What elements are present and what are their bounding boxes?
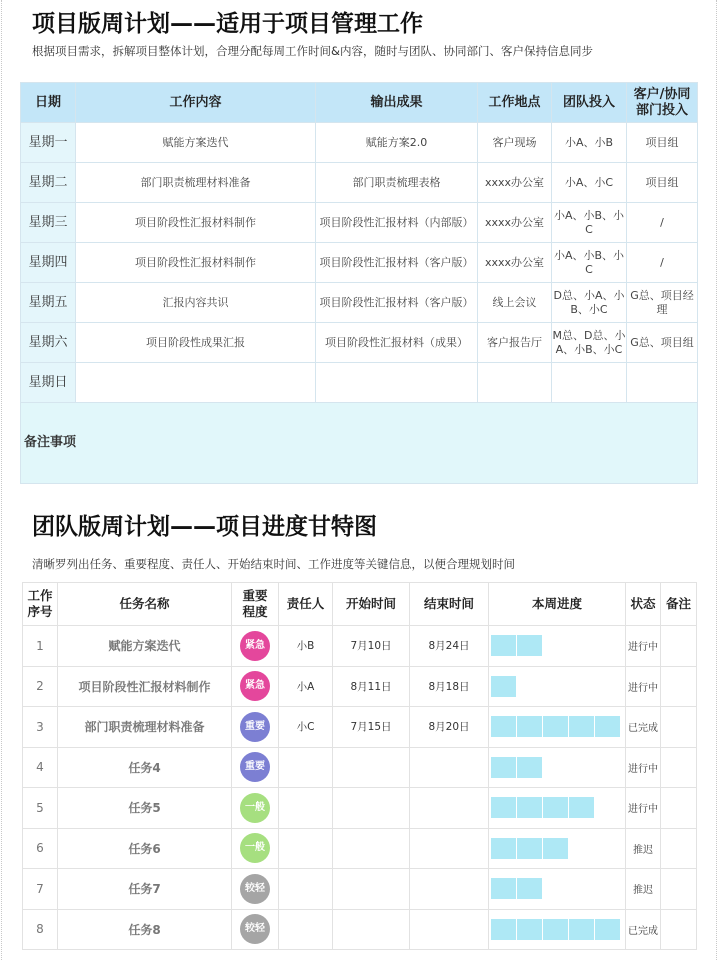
- priority-badge: 一般: [240, 793, 270, 823]
- header-owner: 责任人: [279, 583, 333, 626]
- plan-day: 星期六: [21, 323, 76, 363]
- progress-segment: [517, 797, 542, 818]
- task-start: [333, 747, 410, 788]
- plan-client: [627, 363, 698, 403]
- task-end: [410, 747, 489, 788]
- task-number: 7: [23, 869, 58, 910]
- task-priority-cell: [232, 626, 279, 667]
- header-priority: 重要程度: [232, 583, 279, 626]
- plan-location: xxxx办公室: [478, 163, 552, 203]
- task-number: 5: [23, 788, 58, 829]
- task-status: 进行中: [626, 747, 661, 788]
- plan-title: 项目版周计划——适用于项目管理工作: [32, 11, 423, 37]
- task-end: [410, 869, 489, 910]
- task-progress-cell: [489, 869, 626, 910]
- task-owner: [279, 909, 333, 950]
- task-start: [333, 788, 410, 829]
- task-row: [23, 869, 697, 910]
- task-note: [661, 909, 697, 950]
- task-number: 6: [23, 828, 58, 869]
- plan-row: [21, 283, 698, 323]
- progress-bar: [491, 757, 625, 778]
- priority-badge: 较轻: [240, 874, 270, 904]
- progress-segment: [491, 878, 516, 899]
- task-name: 任务8: [58, 909, 232, 950]
- plan-output: 部门职责梳理表格: [316, 163, 478, 203]
- progress-segment: [595, 716, 620, 737]
- progress-bar: [491, 878, 625, 899]
- plan-team: 小A、小B、小C: [552, 243, 627, 283]
- task-name: 任务6: [58, 828, 232, 869]
- task-end: [410, 788, 489, 829]
- plan-client: /: [627, 203, 698, 243]
- progress-segment: [491, 676, 516, 697]
- header-note: 备注: [661, 583, 697, 626]
- task-status: 进行中: [626, 666, 661, 707]
- header-start: 开始时间: [333, 583, 410, 626]
- plan-day: 星期二: [21, 163, 76, 203]
- plan-location: [478, 363, 552, 403]
- task-row: [23, 828, 697, 869]
- task-progress-cell: [489, 626, 626, 667]
- plan-team: [552, 363, 627, 403]
- plan-location: xxxx办公室: [478, 203, 552, 243]
- plan-team: 小A、小B: [552, 123, 627, 163]
- header-task-number: 工作序号: [23, 583, 58, 626]
- plan-output: 项目阶段性汇报材料（客户版）: [316, 283, 478, 323]
- plan-content: 赋能方案迭代: [76, 123, 316, 163]
- plan-client: 项目组: [627, 123, 698, 163]
- task-row: [23, 788, 697, 829]
- plan-output: 项目阶段性汇报材料（成果）: [316, 323, 478, 363]
- task-progress-cell: [489, 747, 626, 788]
- header-client: 客户/协同部门投入: [627, 83, 698, 123]
- task-priority-cell: [232, 747, 279, 788]
- task-priority-cell: [232, 828, 279, 869]
- gantt-title: 团队版周计划——项目进度甘特图: [32, 514, 377, 540]
- task-name: 项目阶段性汇报材料制作: [58, 666, 232, 707]
- header-output: 输出成果: [316, 83, 478, 123]
- header-date: 日期: [21, 83, 76, 123]
- task-row: [23, 747, 697, 788]
- task-priority-cell: [232, 909, 279, 950]
- task-priority-cell: [232, 707, 279, 748]
- task-row: [23, 626, 697, 667]
- task-priority-cell: [232, 869, 279, 910]
- task-progress-cell: [489, 828, 626, 869]
- task-name: 任务5: [58, 788, 232, 829]
- plan-team: 小A、小B、小C: [552, 203, 627, 243]
- task-progress-cell: [489, 707, 626, 748]
- progress-segment: [543, 919, 568, 940]
- header-location: 工作地点: [478, 83, 552, 123]
- task-row: [23, 909, 697, 950]
- progress-bar: [491, 635, 625, 656]
- plan-content: 项目阶段性汇报材料制作: [76, 243, 316, 283]
- plan-client: /: [627, 243, 698, 283]
- task-owner: [279, 747, 333, 788]
- progress-bar: [491, 919, 625, 940]
- gantt-table: [22, 582, 697, 950]
- header-team: 团队投入: [552, 83, 627, 123]
- progress-segment: [569, 919, 594, 940]
- task-status: 进行中: [626, 626, 661, 667]
- progress-segment: [517, 716, 542, 737]
- task-end: 8月24日: [410, 626, 489, 667]
- progress-segment: [491, 919, 516, 940]
- task-status: 推迟: [626, 828, 661, 869]
- task-note: [661, 666, 697, 707]
- plan-client: 项目组: [627, 163, 698, 203]
- task-start: 7月10日: [333, 626, 410, 667]
- plan-client: G总、项目经理: [627, 283, 698, 323]
- plan-row: [21, 243, 698, 283]
- task-start: 7月15日: [333, 707, 410, 748]
- task-status: 推迟: [626, 869, 661, 910]
- task-row: [23, 666, 697, 707]
- plan-content: 项目阶段性成果汇报: [76, 323, 316, 363]
- plan-header-row: [21, 83, 698, 123]
- header-status: 状态: [626, 583, 661, 626]
- progress-segment: [569, 797, 594, 818]
- plan-row: [21, 163, 698, 203]
- task-note: [661, 828, 697, 869]
- progress-segment: [491, 797, 516, 818]
- plan-row: [21, 203, 698, 243]
- task-priority-cell: [232, 788, 279, 829]
- plan-day: 星期五: [21, 283, 76, 323]
- task-number: 4: [23, 747, 58, 788]
- progress-segment: [491, 716, 516, 737]
- header-content: 工作内容: [76, 83, 316, 123]
- task-status: 已完成: [626, 707, 661, 748]
- progress-segment: [491, 838, 516, 859]
- plan-day: 星期三: [21, 203, 76, 243]
- task-end: 8月20日: [410, 707, 489, 748]
- task-row: [23, 707, 697, 748]
- task-name: 赋能方案迭代: [58, 626, 232, 667]
- gantt-header-row: [23, 583, 697, 626]
- progress-segment: [491, 635, 516, 656]
- task-status: 进行中: [626, 788, 661, 829]
- plan-content: 部门职责梳理材料准备: [76, 163, 316, 203]
- plan-location: 线上会议: [478, 283, 552, 323]
- priority-badge: 一般: [240, 833, 270, 863]
- task-end: 8月18日: [410, 666, 489, 707]
- plan-day: 星期日: [21, 363, 76, 403]
- progress-bar: [491, 797, 625, 818]
- remark-label: 备注事项: [21, 403, 698, 484]
- page-edge-left: [1, 0, 2, 960]
- progress-segment: [517, 919, 542, 940]
- priority-badge: 紧急: [240, 631, 270, 661]
- task-end: [410, 909, 489, 950]
- progress-segment: [569, 716, 594, 737]
- task-owner: [279, 828, 333, 869]
- task-number: 8: [23, 909, 58, 950]
- task-name: 任务7: [58, 869, 232, 910]
- plan-output: [316, 363, 478, 403]
- task-progress-cell: [489, 909, 626, 950]
- progress-segment: [491, 757, 516, 778]
- priority-badge: 重要: [240, 712, 270, 742]
- progress-segment: [517, 878, 542, 899]
- plan-output: 赋能方案2.0: [316, 123, 478, 163]
- priority-badge: 紧急: [240, 671, 270, 701]
- page-edge-right: [716, 0, 717, 960]
- task-start: [333, 828, 410, 869]
- plan-day: 星期四: [21, 243, 76, 283]
- progress-segment: [517, 757, 542, 778]
- task-name: 部门职责梳理材料准备: [58, 707, 232, 748]
- task-number: 2: [23, 666, 58, 707]
- task-note: [661, 747, 697, 788]
- task-progress-cell: [489, 666, 626, 707]
- task-start: [333, 869, 410, 910]
- task-note: [661, 707, 697, 748]
- header-task-name: 任务名称: [58, 583, 232, 626]
- remark-row: [21, 403, 698, 484]
- plan-team: 小A、小C: [552, 163, 627, 203]
- plan-day: 星期一: [21, 123, 76, 163]
- task-number: 1: [23, 626, 58, 667]
- plan-content: [76, 363, 316, 403]
- progress-segment: [595, 919, 620, 940]
- plan-row: [21, 323, 698, 363]
- plan-team: M总、D总、小A、小B、小C: [552, 323, 627, 363]
- progress-segment: [517, 838, 542, 859]
- plan-output: 项目阶段性汇报材料（内部版）: [316, 203, 478, 243]
- priority-badge: 较轻: [240, 914, 270, 944]
- priority-badge: 重要: [240, 752, 270, 782]
- task-start: 8月11日: [333, 666, 410, 707]
- task-owner: 小B: [279, 626, 333, 667]
- plan-row: [21, 363, 698, 403]
- task-owner: [279, 869, 333, 910]
- progress-segment: [543, 797, 568, 818]
- task-note: [661, 788, 697, 829]
- plan-client: G总、项目组: [627, 323, 698, 363]
- progress-bar: [491, 676, 625, 697]
- header-progress: 本周进度: [489, 583, 626, 626]
- task-name: 任务4: [58, 747, 232, 788]
- progress-segment: [517, 635, 542, 656]
- task-priority-cell: [232, 666, 279, 707]
- plan-row: [21, 123, 698, 163]
- task-end: [410, 828, 489, 869]
- task-owner: 小A: [279, 666, 333, 707]
- plan-team: D总、小A、小B、小C: [552, 283, 627, 323]
- weekly-plan-table: [20, 82, 698, 484]
- progress-bar: [491, 838, 625, 859]
- task-note: [661, 869, 697, 910]
- progress-bar: [491, 716, 625, 737]
- header-end: 结束时间: [410, 583, 489, 626]
- task-start: [333, 909, 410, 950]
- task-note: [661, 626, 697, 667]
- task-status: 已完成: [626, 909, 661, 950]
- progress-segment: [543, 716, 568, 737]
- plan-subtitle: 根据项目需求，拆解项目整体计划，合理分配每周工作时间&内容，随时与团队、协同部门、客户保持信息同步: [32, 44, 593, 58]
- task-number: 3: [23, 707, 58, 748]
- task-owner: [279, 788, 333, 829]
- plan-content: 项目阶段性汇报材料制作: [76, 203, 316, 243]
- task-owner: 小C: [279, 707, 333, 748]
- task-progress-cell: [489, 788, 626, 829]
- plan-location: 客户现场: [478, 123, 552, 163]
- gantt-subtitle: 清晰罗列出任务、重要程度、责任人、开始结束时间、工作进度等关键信息，以便合理规划时间: [32, 557, 515, 571]
- progress-segment: [543, 838, 568, 859]
- plan-content: 汇报内容共识: [76, 283, 316, 323]
- plan-output: 项目阶段性汇报材料（客户版）: [316, 243, 478, 283]
- plan-location: xxxx办公室: [478, 243, 552, 283]
- plan-location: 客户报告厅: [478, 323, 552, 363]
